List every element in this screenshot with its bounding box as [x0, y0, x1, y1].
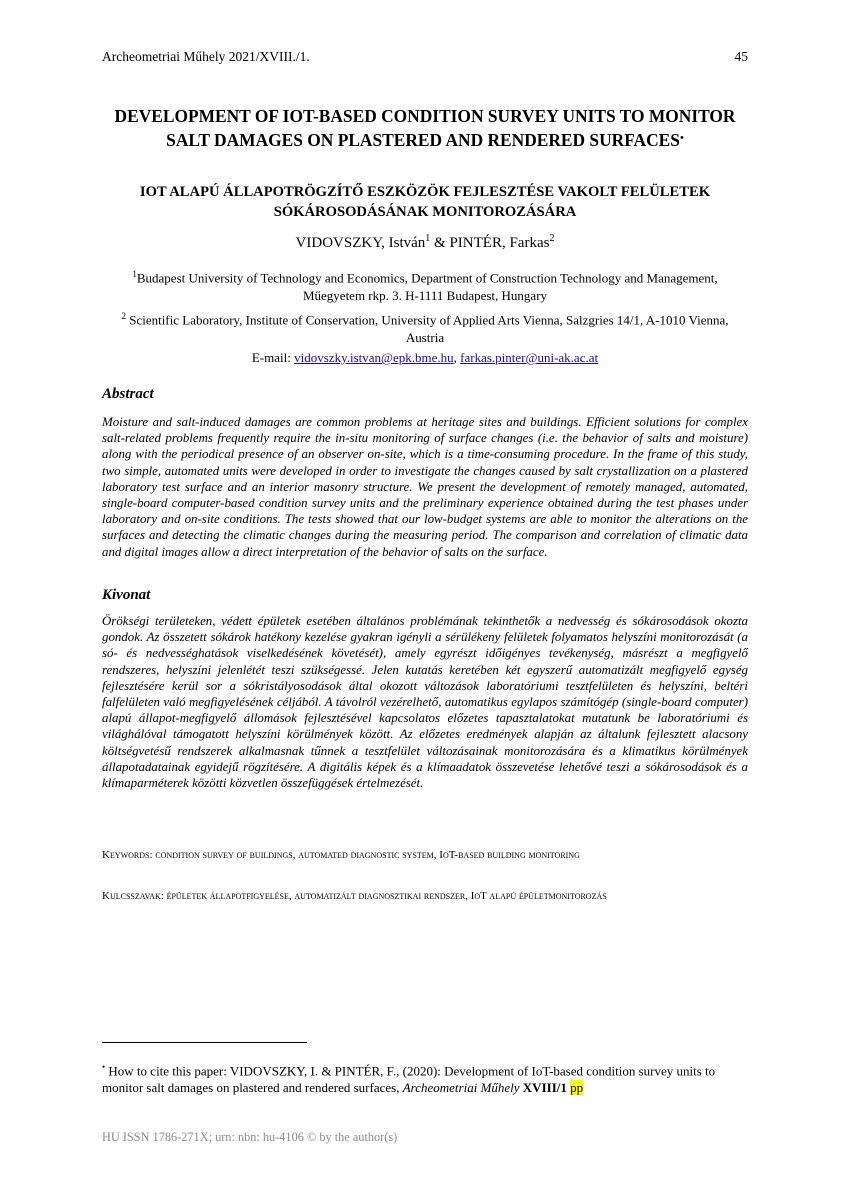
keywords	[102, 847, 748, 863]
email-link-1[interactable]: vidovszky.istvan@epk.bme.hu	[294, 350, 454, 365]
kulcsszavak-label: Kulcsszavak:	[102, 890, 167, 902]
email-label: E-mail:	[251, 350, 295, 365]
title-footnote-mark: •	[679, 132, 684, 144]
title-hungarian: IOT ALAPÚ ÁLLAPOTRÖGZÍTŐ ESZKÖZÖK FEJLESZTÉSE VAKOLT FELÜLETEK SÓKÁROSODÁSÁNAK MONITOROZÁSÁRA	[139, 184, 711, 220]
citation-footnote	[102, 1059, 748, 1096]
title-english	[102, 104, 748, 152]
keywords-label: Keywords:	[102, 849, 156, 861]
author-1: VIDOVSZKY, István	[295, 235, 426, 251]
affiliation-1-mark: 1	[132, 269, 137, 279]
kulcsszavak-text: épületek állapotfigyelése, automatizált diagnosztikai rendszer, IoT alapú épületmonitorozás	[166, 890, 607, 902]
affiliation-2-text: Scientific Laboratory, Institute of Conservation, University of Applied Arts Vienna, Salzgries 14/1, A-1010 Vienna, Austria	[125, 312, 729, 346]
kivonat-text: Örökségi területeken, védett épületek esetében általános problémának tekinthetők a nedvesség és sókárosodások okozta gondok. Az összetett sókárok hatékony kezelése gyakran igényli a sérülékeny felületek folyamatos helyszíni monitorozását (a só- és nedvességhatások viselkedésének követését), amely egyrészt időigényes tevékenység, másrészt a megfigyelő rendszeres, helyszíni jelenlétét teszi szükségessé. Jelen kutatás keretében két egyszerű automatizált megfigyelő egység fejlesztésére kerül sor a sókristályosodások által okozott változások laboratóriumi tesztfelületen és helyszíni, beltéri falfelületen való megfigyelésének céljából. A távolról vezérelhető, automatikus egylapos számítógép (single-board computer) alapú állapot-megfigyelő állomások fejlesztésével kapcsolatos előzetes tapasztalatokat mutatunk be laboratóriumi és világhálóval támogatott helyszíni körülmények között. Az előzetes eredmények alapján az általunk fejlesztett alacsony költségvetésű rendszerek alkalmasnak tűnnek a tesztfelület változásainak monitorozására és a klimatikus körülmények állapotadatainak egyidejű rögzítésére. A digitális képek és a klímaadatok összevetése lehetővé teszi a sókárosodások és a klímaparméterek közötti közvetlen összefüggések értelmezését.	[102, 614, 748, 791]
abstract-text: Moisture and salt-induced damages are common problems at heritage sites and buildings. Efficient solutions for complex salt-related problems frequently require the in-situ monitoring of surface changes (i.e. the behavior of salts and moisture) along with the periodical presence of an observer on-site, which is a time-consuming procedure. In the frame of this study, two simple, automated units were developed in order to investigate the changes caused by salt crystallization on a plastered laboratory test surface and an interior masonry structure. We present the development of remotely managed, automated, single-board computer-based condition survey units and the preliminary experience obtained during the test phases under laboratory and on-site conditions. The tests showed that our low-budget systems are able to monitor the alterations on the surfaces and detecting the climatic changes during the measuring period. The comparison and correlation of climatic data and digital images allow a direct interpretation of the behavior of salts on the surface.	[102, 415, 748, 559]
title-english-text: DEVELOPMENT OF IOT-BASED CONDITION SURVEY UNITS TO MONITOR SALT DAMAGES ON PLASTERED AND RENDERED SURFACES	[114, 106, 736, 150]
page-footer: HU ISSN 1786-271X; urn: nbn: hu-4106 © by the author(s)	[102, 1130, 398, 1144]
author-line	[102, 229, 748, 253]
kulcsszavak	[102, 888, 748, 904]
footnote-pages-highlight: pp	[570, 1080, 584, 1096]
keywords-text: condition survey of buildings, automated diagnostic system, IoT-based building monitoring	[155, 849, 580, 861]
footnote-journal: Archeometriai Műhely	[402, 1080, 520, 1096]
author-2-affil: 2	[549, 233, 555, 244]
author-2: PINTÉR, Farkas	[449, 235, 550, 251]
affiliation-1	[102, 265, 748, 305]
footnote-rule	[102, 1042, 307, 1043]
email-line	[102, 349, 748, 367]
affiliation-2-mark: 2	[121, 311, 126, 321]
abstract-heading: Abstract	[102, 386, 154, 402]
author-separator: &	[430, 235, 450, 251]
footnote-volume: XVIII/1	[519, 1080, 567, 1096]
footnote-mark: •	[102, 1062, 106, 1072]
email-separator: ,	[453, 350, 461, 365]
page-number: 45	[734, 49, 748, 64]
kivonat-heading: Kivonat	[102, 587, 151, 603]
email-link-2[interactable]: farkas.pinter@uni-ak.ac.at	[460, 350, 599, 365]
affiliation-2	[102, 307, 748, 347]
journal-name: Archeometriai Műhely 2021/XVIII./1.	[102, 49, 310, 64]
author-1-affil: 1	[425, 233, 431, 244]
running-header	[102, 49, 748, 67]
affiliation-1-text: Budapest University of Technology and Economics, Department of Construction Technology and Management, Műegyetem rkp. 3. H-1111 Budapest, Hungary	[136, 270, 718, 304]
footnote-text: How to cite this paper: VIDOVSZKY, I. & PINTÉR, F., (2020): Development of IoT-based condition survey units to monitor salt damages on plastered and rendered surfaces,	[102, 1063, 716, 1096]
